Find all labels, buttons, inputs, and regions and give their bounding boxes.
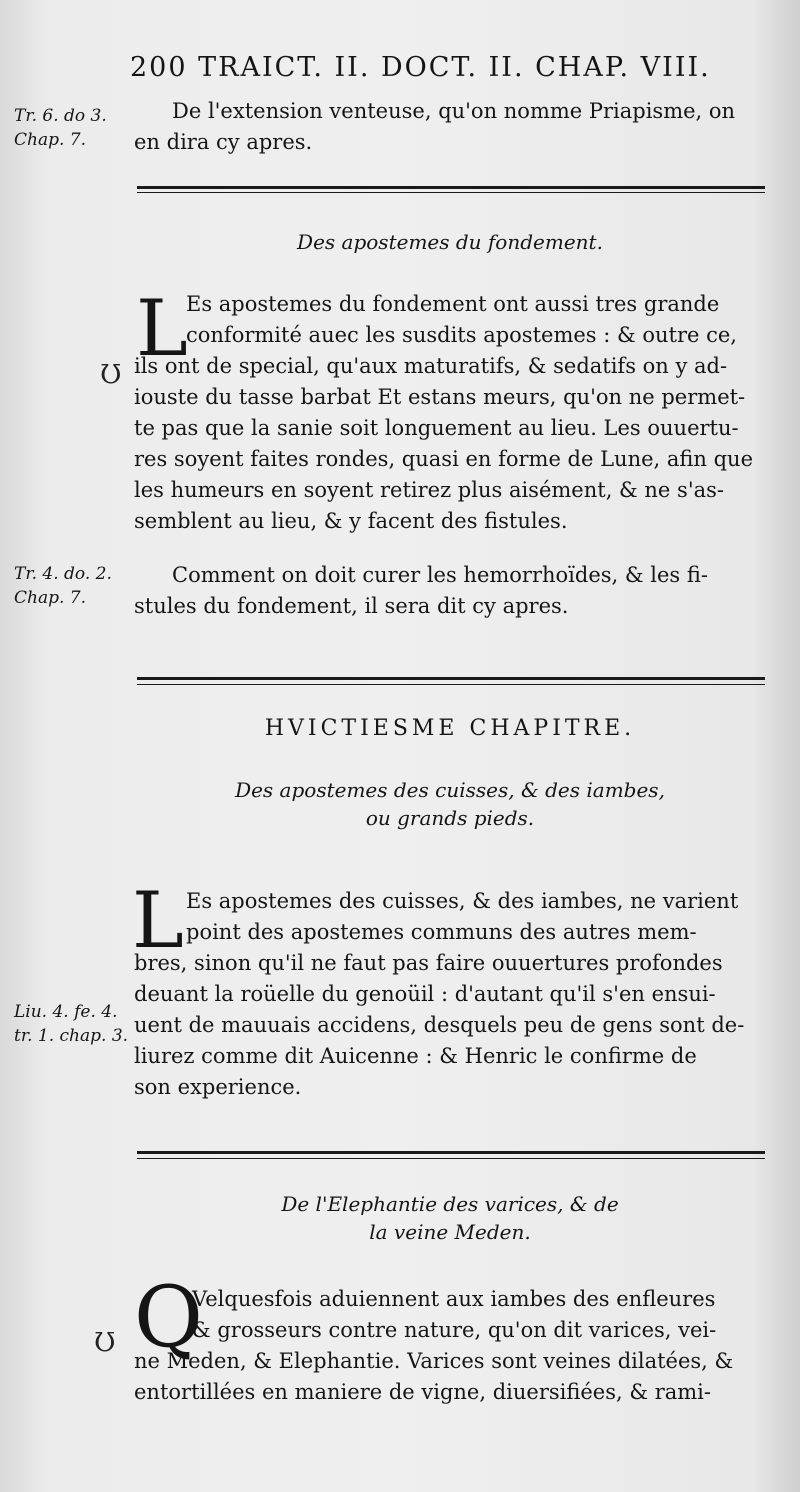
drop-cap: Q bbox=[134, 1268, 203, 1366]
section-title-cuisses bbox=[134, 776, 766, 832]
section-rule bbox=[137, 1151, 765, 1154]
text-line: ne Meden, & Elephantie. Varices sont veines dilatées, & bbox=[134, 1349, 734, 1373]
text-line: son experience. bbox=[134, 1075, 302, 1099]
margin-note-1 bbox=[14, 104, 107, 152]
text-line: bres, sinon qu'il ne faut pas faire ouuertures profondes bbox=[134, 951, 723, 975]
section-rule bbox=[137, 186, 765, 189]
paragraph-priapisme bbox=[134, 96, 766, 158]
margin-note-line: tr. 1. chap. 3. bbox=[14, 1026, 129, 1046]
margin-note-line: Chap. 7. bbox=[14, 130, 87, 150]
drop-cap: L bbox=[136, 284, 188, 374]
title-line: Des apostemes des cuisses, & des iambes, bbox=[235, 778, 665, 802]
title-line: la veine Meden. bbox=[369, 1220, 531, 1244]
text-line: point des apostemes communs des autres mem- bbox=[186, 920, 697, 944]
margin-note-3 bbox=[14, 1000, 128, 1048]
marginal-glyph-icon: Ʊ bbox=[100, 360, 122, 390]
running-header: 200 TRAICT. II. DOCT. II. CHAP. VIII. bbox=[130, 52, 711, 83]
chapter-title: HVICTIESME CHAPITRE. bbox=[264, 716, 636, 741]
chapter-rule bbox=[137, 677, 765, 680]
text-line: Es apostemes des cuisses, & des iambes, ne varient bbox=[186, 889, 739, 913]
paragraph-hemorrhoides bbox=[134, 560, 766, 622]
text-line: stules du fondement, il sera dit cy apres. bbox=[134, 594, 569, 618]
section-title-fondement: Des apostemes du fondement. bbox=[297, 230, 603, 254]
text-line: ils ont de special, qu'aux maturatifs, & sedatifs on y ad- bbox=[134, 354, 728, 378]
text-line: Velquesfois aduiennent aux iambes des enfleures bbox=[192, 1287, 716, 1311]
text-line: entortillées en maniere de vigne, diuersifiées, & rami- bbox=[134, 1380, 711, 1404]
text-line: uent de mauuais accidens, desquels peu de gens sont de- bbox=[134, 1013, 745, 1037]
margin-note-line: Tr. 6. do 3. bbox=[14, 106, 107, 126]
text-line: iouste du tasse barbat Et estans meurs, qu'on ne permet- bbox=[134, 385, 746, 409]
margin-note-line: Tr. 4. do. 2. bbox=[14, 564, 112, 584]
margin-note-line: Chap. 7. bbox=[14, 588, 87, 608]
section-rule-thin bbox=[137, 192, 765, 193]
chapter-rule-thin bbox=[137, 684, 765, 685]
text-line: liurez comme dit Auicenne : & Henric le confirme de bbox=[134, 1044, 697, 1068]
text-line: deuant la roüelle du genoüil : d'autant qu'il s'en ensui- bbox=[134, 982, 716, 1006]
text-line: semblent au lieu, & y facent des fistules. bbox=[134, 509, 568, 533]
section-rule-thin bbox=[137, 1158, 765, 1159]
text-line: conformité auec les susdits apostemes : & outre ce, bbox=[186, 323, 737, 347]
text-line: te pas que la sanie soit longuement au lieu. Les ouuertu- bbox=[134, 416, 739, 440]
text-line: Comment on doit curer les hemorrhoïdes, & les fi- bbox=[172, 563, 708, 587]
margin-note-line: Liu. 4. fe. 4. bbox=[14, 1002, 118, 1022]
marginal-glyph-icon: Ʊ bbox=[94, 1328, 116, 1358]
margin-note-2 bbox=[14, 562, 112, 610]
text-line: les humeurs en soyent retirez plus aisément, & ne s'as- bbox=[134, 478, 724, 502]
section-title-elephantie bbox=[134, 1190, 766, 1246]
drop-cap: L bbox=[132, 876, 184, 966]
text-line: en dira cy apres. bbox=[134, 130, 313, 154]
text-line: res soyent faites rondes, quasi en forme de Lune, afin que bbox=[134, 447, 753, 471]
text-line: De l'extension venteuse, qu'on nomme Priapisme, on bbox=[172, 99, 736, 123]
paragraph-apostemes-fondement bbox=[134, 284, 766, 537]
title-line: ou grands pieds. bbox=[365, 806, 535, 830]
text-line: & grosseurs contre nature, qu'on dit varices, vei- bbox=[192, 1318, 717, 1342]
text-line: Es apostemes du fondement ont aussi tres grande bbox=[186, 292, 720, 316]
title-line: De l'Elephantie des varices, & de bbox=[281, 1192, 619, 1216]
paragraph-apostemes-cuisses bbox=[134, 886, 766, 1103]
paragraph-varices bbox=[134, 1284, 766, 1408]
